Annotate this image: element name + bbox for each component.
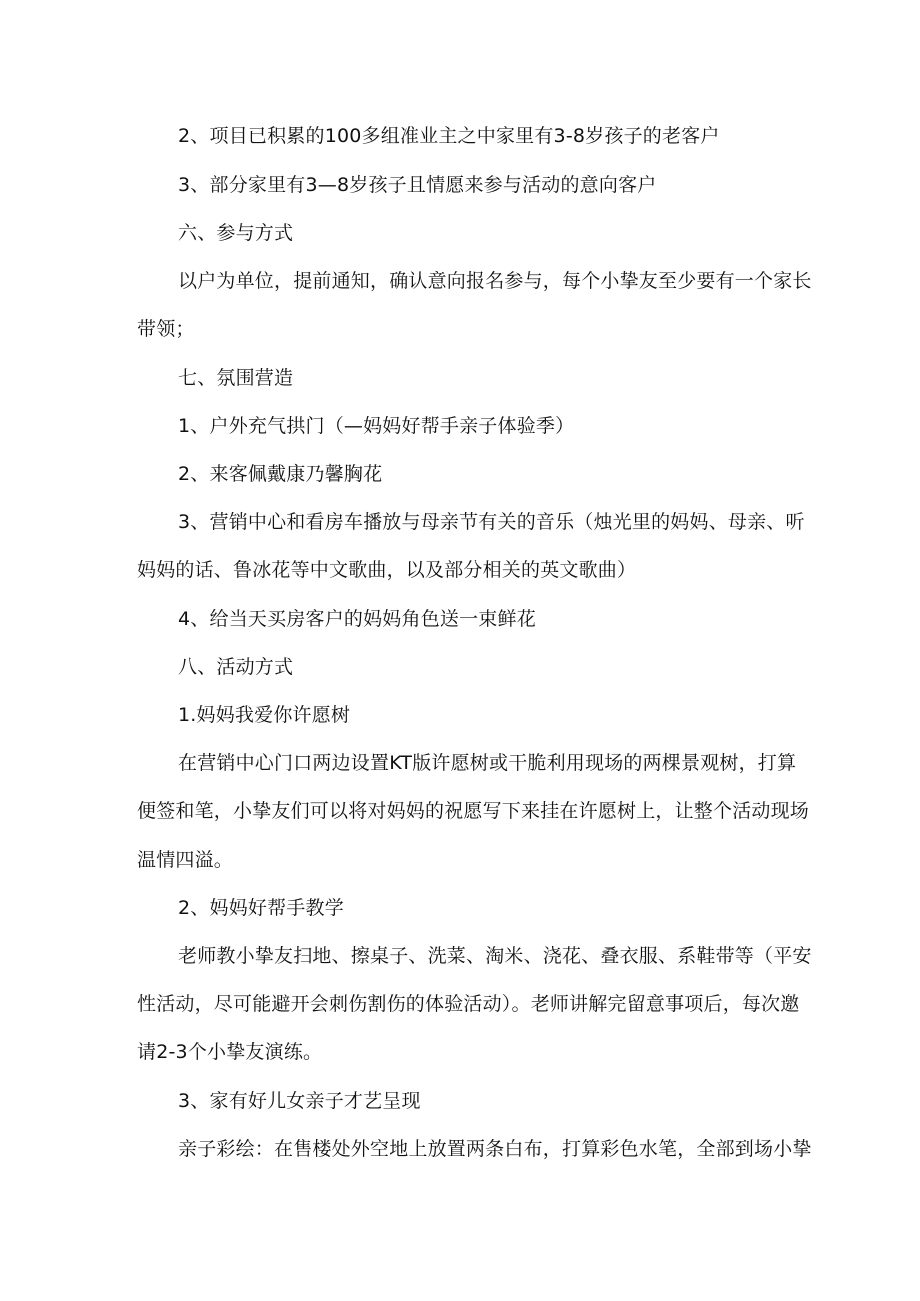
list-item: 3、营销中心和看房车播放与母亲节有关的音乐（烛光里的妈妈、母亲、听 (178, 511, 805, 533)
paragraph-line: 2、项目已积累的100多组准业主之中家里有3-8岁孩子的老客户 (178, 125, 720, 147)
list-item: 2、来客佩戴康乃馨胸花 (178, 463, 383, 485)
list-item: 1、户外充气拱门（—妈妈好帮手亲子体验季） (178, 415, 575, 437)
paragraph-line: 以户为单位，提前通知，确认意向报名参与，每个小挚友至少要有一个家长 (178, 270, 812, 292)
paragraph-line: 请2-3个小挚友演练。 (137, 1041, 323, 1063)
section-heading: 七、氛围营造 (178, 367, 294, 389)
section-heading: 八、活动方式 (178, 656, 294, 678)
paragraph-line: 3、部分家里有3—8岁孩子且情愿来参与活动的意向客户 (178, 174, 657, 196)
sub-heading: 1.妈妈我爱你许愿树 (178, 704, 351, 726)
paragraph-line: 亲子彩绘：在售楼处外空地上放置两条白布，打算彩色水笔，全部到场小挚 (178, 1138, 812, 1160)
paragraph-line: 在营销中心门口两边设置KT版许愿树或干脆利用现场的两棵景观树，打算 (178, 752, 797, 774)
paragraph-line: 带领； (137, 318, 195, 340)
paragraph-line: 妈妈的话、鲁冰花等中文歌曲，以及部分相关的英文歌曲） (137, 559, 637, 581)
paragraph-line: 老师教小挚友扫地、擦桌子、洗菜、淘米、浇花、叠衣服、系鞋带等（平安 (178, 945, 812, 967)
sub-heading: 3、家有好儿女亲子才艺呈现 (178, 1090, 421, 1112)
section-heading: 六、参与方式 (178, 222, 294, 244)
list-item: 4、给当天买房客户的妈妈角色送一束鲜花 (178, 608, 536, 630)
paragraph-line: 温情四溢。 (137, 849, 234, 871)
sub-heading: 2、妈妈好帮手教学 (178, 897, 344, 919)
paragraph-line: 性活动，尽可能避开会刺伤割伤的体验活动）。老师讲解完留意事项后，每次邀 (137, 993, 800, 1015)
paragraph-line: 便签和笔，小挚友们可以将对妈妈的祝愿写下来挂在许愿树上，让整个活动现场 (137, 800, 810, 822)
